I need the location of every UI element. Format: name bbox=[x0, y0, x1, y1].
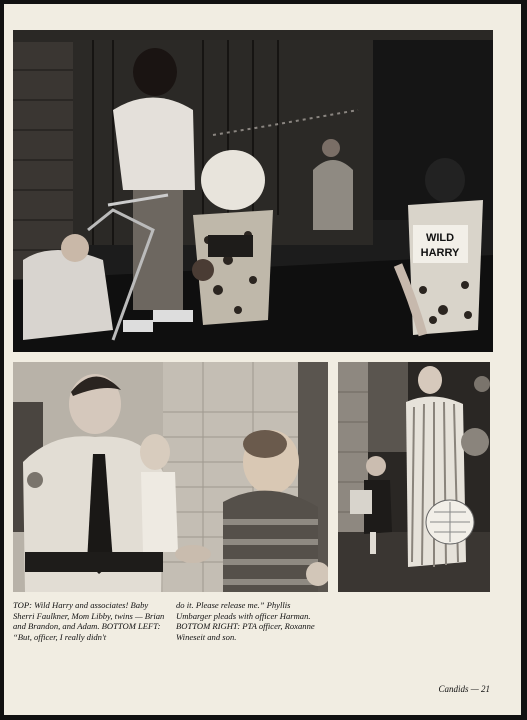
folio-page-number: 21 bbox=[481, 684, 490, 694]
page-folio bbox=[438, 684, 490, 694]
top-photo-image bbox=[13, 30, 493, 352]
bottom-left-photo-officer bbox=[13, 362, 328, 592]
folio-separator: — bbox=[470, 684, 479, 694]
wild-harry-sign-line: WILD bbox=[425, 232, 455, 244]
yearbook-page bbox=[4, 4, 521, 715]
folio-section: Candids bbox=[438, 684, 469, 694]
top-photo-hallway-costumes bbox=[13, 30, 493, 352]
caption-column-2: do it. Please release me.” Phyllis Umbarger pleads with officer Harman. BOTTOM RIGHT: PTA officer, Roxanne Wineseit and son. bbox=[176, 600, 315, 643]
bottom-right-photo-image bbox=[338, 362, 490, 592]
wild-harry-sign-line: HARRY bbox=[420, 247, 460, 259]
bottom-left-photo-image bbox=[13, 362, 328, 592]
caption-column-1: TOP: Wild Harry and associates! Baby Sherri Faulkner, Mom Libby, twins — Brian and Brandon, and Adam. BOTTOM LEFT: “But, officer, I really didn't bbox=[13, 600, 165, 643]
bottom-right-photo-clown bbox=[338, 362, 490, 592]
